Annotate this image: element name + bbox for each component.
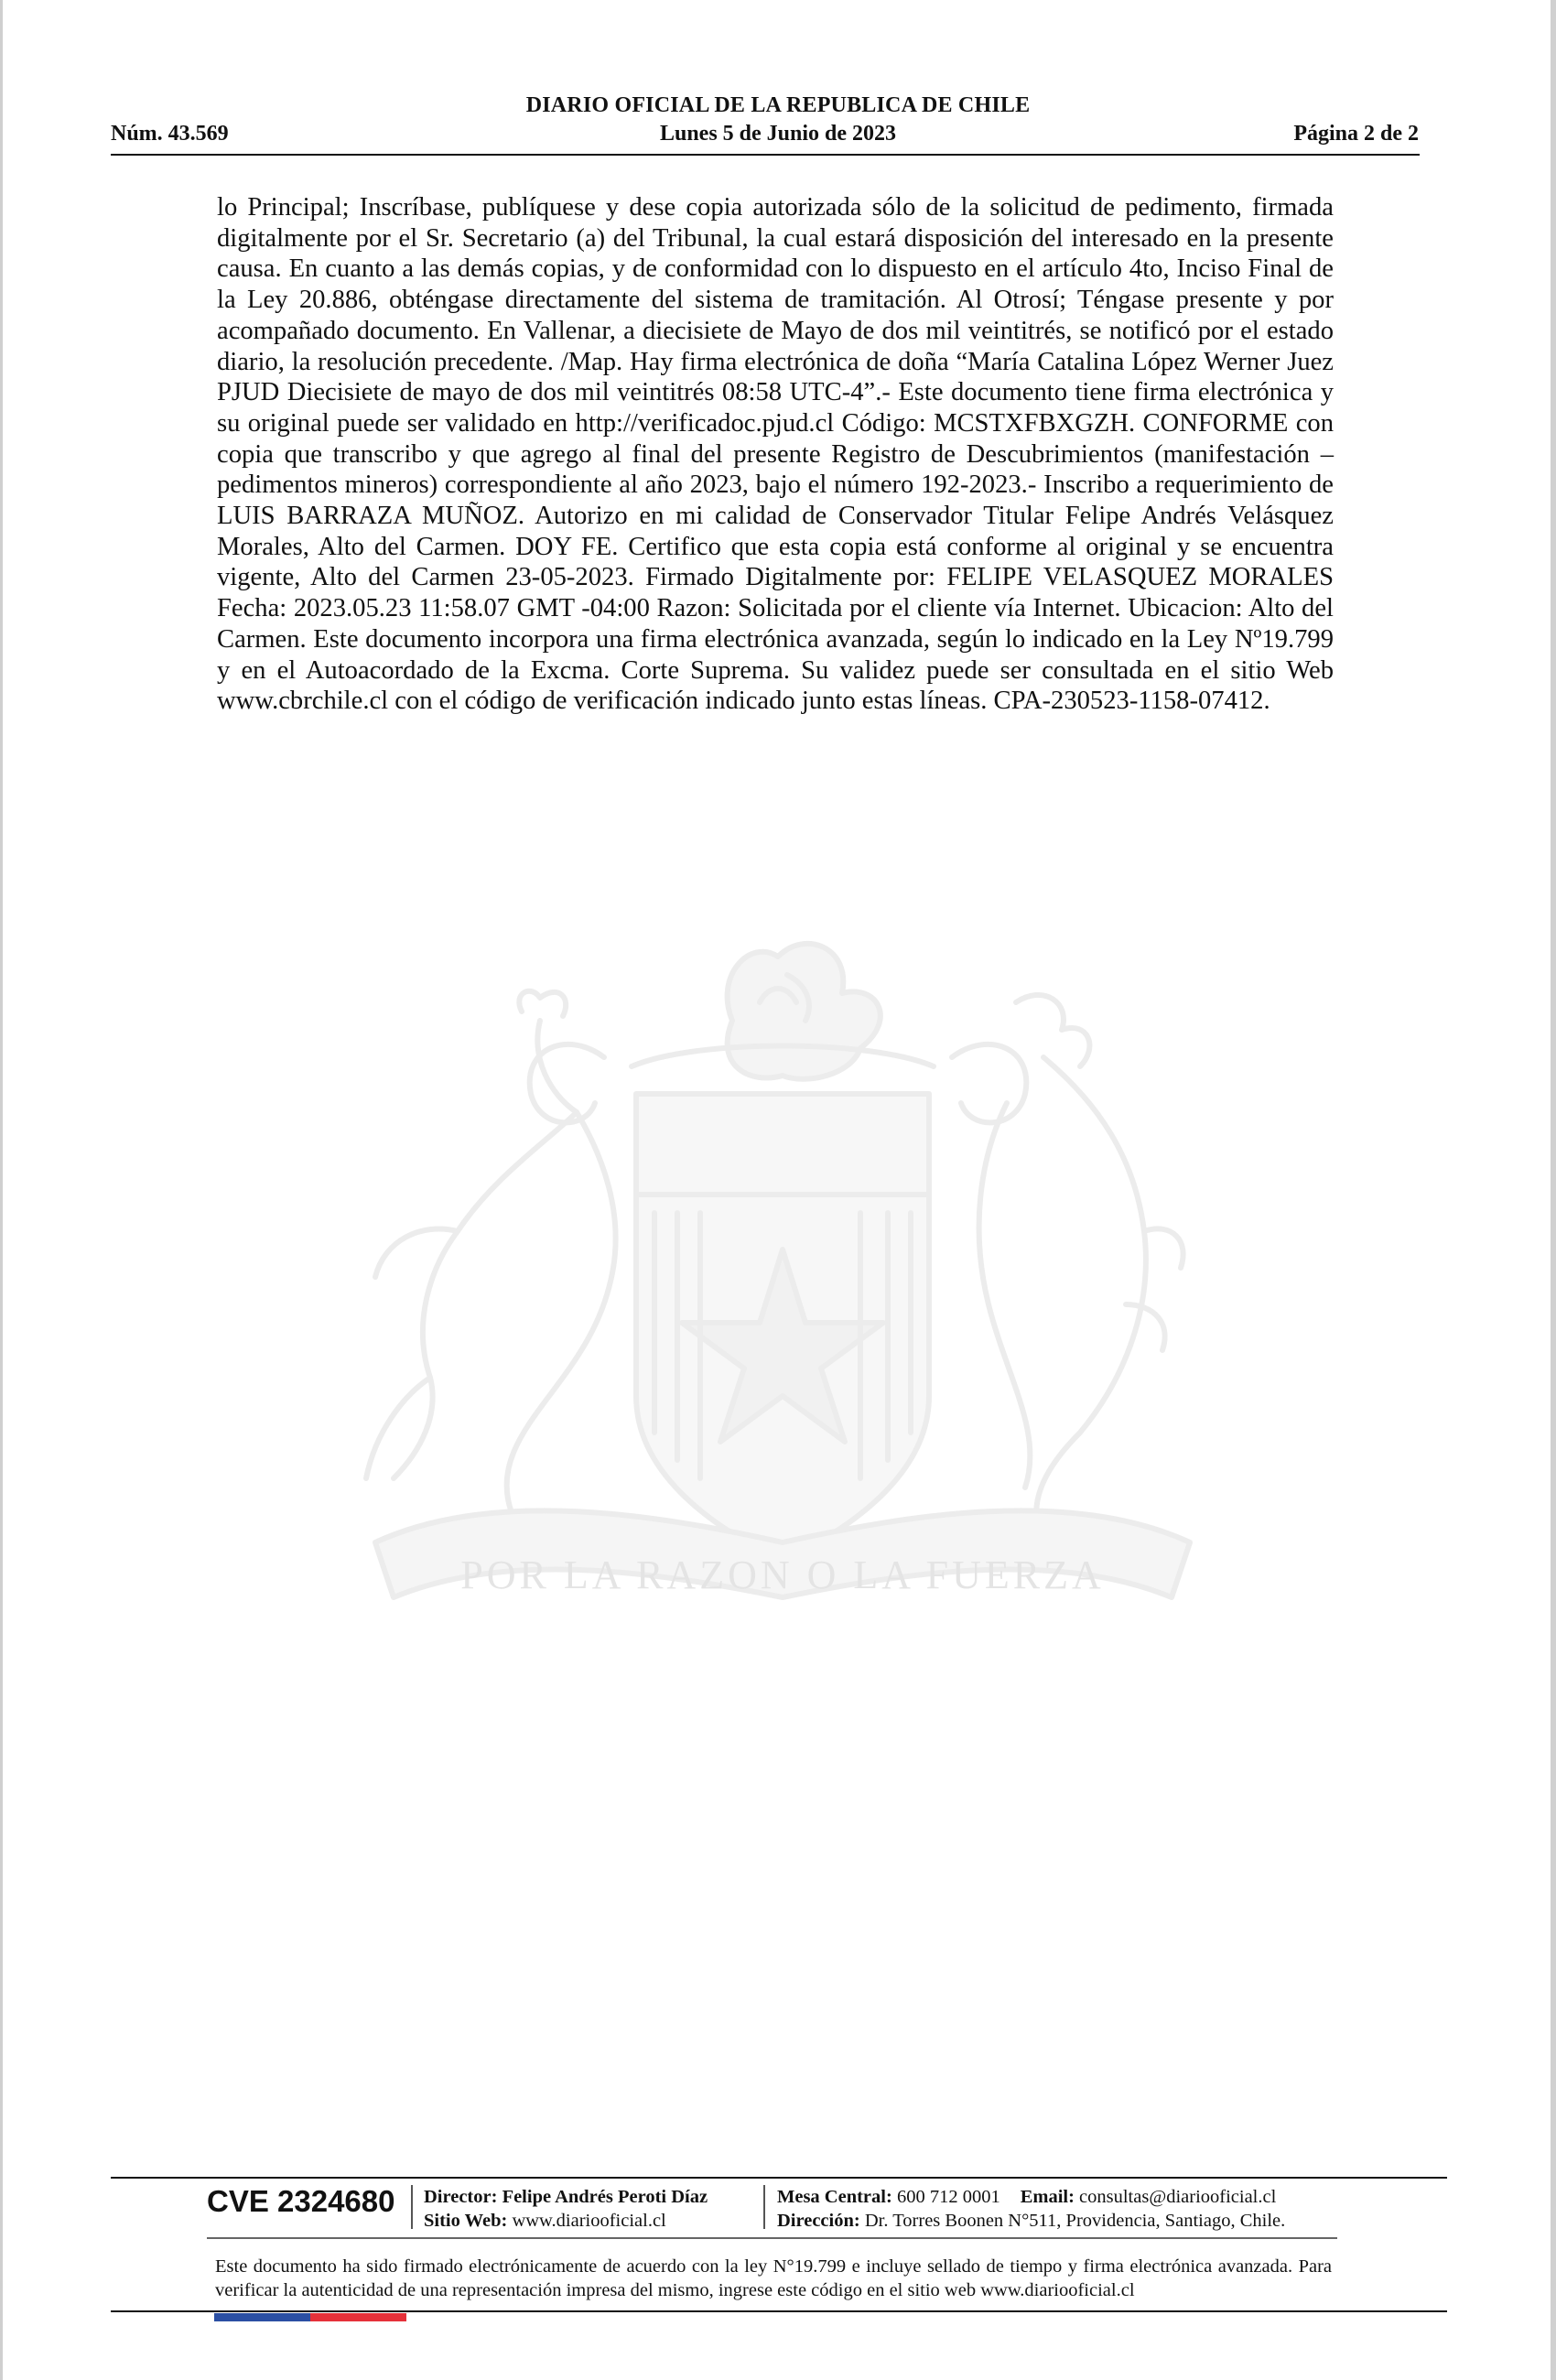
address-value: Dr. Torres Boonen N°511, Providencia, Santiago, Chile. (864, 2211, 1286, 2231)
page-edge-right (1551, 0, 1556, 2380)
phone-label: Mesa Central: (777, 2187, 892, 2207)
footer-legal-note: Este documento ha sido firmado electrónicamente de acuerdo con la ley N°19.799 e incluye sellado de tiempo y firma electrónica avanzada. Para verificar la autenticidad de una representación impresa del mismo, ingrese este código en el sitio web www.diariooficial.cl (215, 2256, 1332, 2300)
flag-stripe (214, 2313, 406, 2321)
issue-number: Núm. 43.569 (111, 122, 229, 146)
page-edge-left (0, 0, 3, 2380)
page-indicator: Página 2 de 2 (1293, 122, 1419, 146)
coat-of-arms-watermark-icon (220, 920, 1345, 1671)
email-link[interactable]: consultas@diariooficial.cl (1079, 2187, 1277, 2207)
header-divider (111, 154, 1420, 156)
website-label: Sitio Web: (424, 2211, 508, 2231)
footer-divider-top (111, 2177, 1447, 2179)
footer-separator (411, 2185, 413, 2229)
newspaper-title: DIARIO OFICIAL DE LA REPUBLICA DE CHILE (525, 93, 1031, 117)
footer-divider-middle (207, 2237, 1337, 2239)
flag-stripe-blue (214, 2313, 310, 2321)
footer-contact-column (777, 2185, 1285, 2233)
phone-number: 600 712 0001 (896, 2187, 1000, 2207)
watermark-motto: POR LA RAZON O LA FUERZA (460, 1552, 1105, 1597)
document-body: lo Principal; Inscríbase, publíquese y dese copia autorizada sólo de la solicitud de pedimento, firmada digitalmente por el Sr. Secretario (a) del Tribunal, la cual estará disposición del interesado en la presente causa. En cuanto a las demás copias, y de conformidad con lo dispuesto en el artículo 4to, Inciso Final de la Ley 20.886, obténgase directamente del sistema de tramitación. Al Otrosí; Téngase presente y por acompañado documento. En Vallenar, a diecisiete de Mayo de dos mil veintitrés, se notificó por el estado diario, la resolución precedente. /Map. Hay firma electrónica de doña “María Catalina López Werner Juez PJUD Diecisiete de mayo de dos mil veintitrés 08:58 UTC-4”.- Este documento tiene firma electrónica y su original puede ser validado en http://verificadoc.pjud.cl Código: MCSTXFBXGZH. CONFORME con copia que transcribo y que agrego al final del presente Registro de Descubrimientos (manifestación – pedimentos mineros) correspondiente al año 2023, bajo el número 192-2023.- Inscribo a requerimiento de LUIS BARRAZA MUÑOZ. Autorizo en mi calidad de Conservador Titular Felipe Andrés Velásquez Morales, Alto del Carmen. DOY FE. Certifico que esta copia está conforme al original y se encuentra vigente, Alto del Carmen 23-05-2023. Firmado Digitalmente por: FELIPE VELASQUEZ MORALES Fecha: 2023.05.23 11:58.07 GMT -04:00 Razon: Solicitada por el cliente vía Internet. Ubicacion: Alto del Carmen. Este documento incorpora una firma electrónica avanzada, según lo indicado en la Ley Nº19.799 y en el Autoacordado de la Excma. Corte Suprema. Su validez puede ser consultada en el sitio Web www.cbrchile.cl con el código de verificación indicado junto estas líneas. CPA-230523-1158-07412. (217, 193, 1334, 716)
flag-stripe-red (310, 2313, 406, 2321)
footer-divider-bottom (111, 2310, 1447, 2312)
footer-separator (763, 2185, 765, 2229)
address-label: Dirección: (777, 2211, 860, 2231)
website-link[interactable]: www.diariooficial.cl (512, 2211, 666, 2231)
director-label: Director: (424, 2187, 498, 2207)
footer-director-column (424, 2185, 708, 2233)
email-label: Email: (1020, 2187, 1075, 2207)
director-name: Felipe Andrés Peroti Díaz (502, 2187, 708, 2207)
cve-code: CVE 2324680 (207, 2184, 395, 2218)
issue-date: Lunes 5 de Junio de 2023 (659, 122, 897, 146)
